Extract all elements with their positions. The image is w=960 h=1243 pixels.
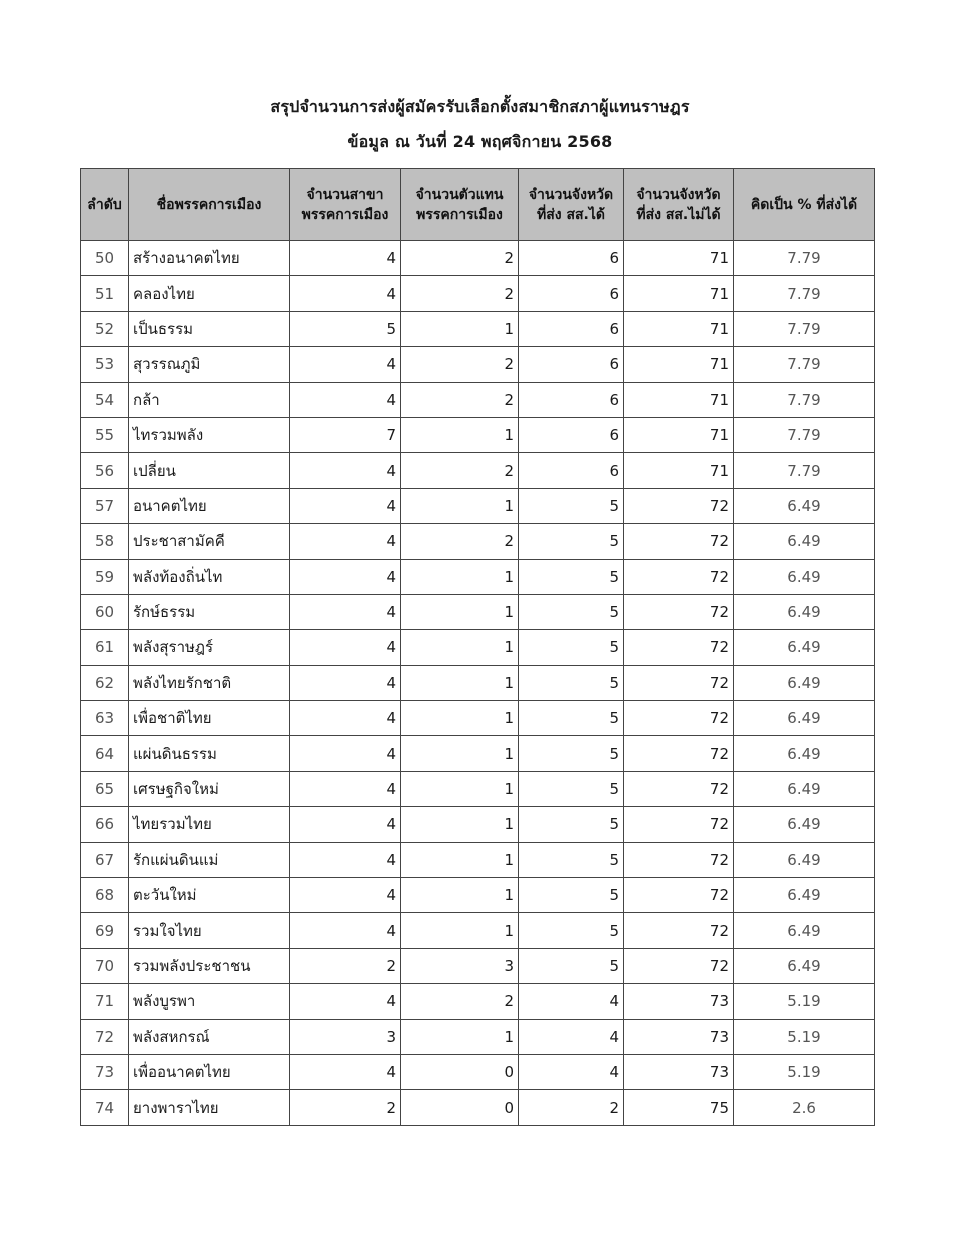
table-row [81, 665, 875, 700]
table-row [81, 453, 875, 488]
table-row [81, 913, 875, 948]
cell-percent-sent: 6.49 [734, 665, 875, 700]
cell-representatives: 0 [401, 1054, 519, 1089]
cell-percent-sent: 7.79 [734, 453, 875, 488]
cell-provinces-sent: 5 [519, 594, 624, 629]
cell-seq: 65 [81, 771, 129, 806]
cell-percent-sent: 6.49 [734, 488, 875, 523]
cell-party-name: ยางพาราไทย [129, 1090, 290, 1125]
cell-provinces-not-sent: 75 [624, 1090, 734, 1125]
cell-representatives: 1 [401, 417, 519, 452]
cell-provinces-not-sent: 73 [624, 1054, 734, 1089]
cell-branches: 4 [290, 488, 401, 523]
cell-percent-sent: 6.49 [734, 701, 875, 736]
table-row [81, 488, 875, 523]
cell-provinces-not-sent: 72 [624, 594, 734, 629]
cell-percent-sent: 7.79 [734, 241, 875, 276]
cell-branches: 4 [290, 524, 401, 559]
cell-seq: 52 [81, 311, 129, 346]
cell-branches: 4 [290, 736, 401, 771]
cell-representatives: 1 [401, 771, 519, 806]
cell-branches: 4 [290, 878, 401, 913]
table-row [81, 311, 875, 346]
cell-percent-sent: 7.79 [734, 347, 875, 382]
cell-representatives: 2 [401, 453, 519, 488]
cell-branches: 4 [290, 630, 401, 665]
cell-party-name: ตะวันใหม่ [129, 878, 290, 913]
cell-party-name: รักษ์ธรรม [129, 594, 290, 629]
document-title: สรุปจำนวนการส่งผู้สมัครรับเลือกตั้งสมาชิกสภาผู้แทนราษฎร [270, 97, 690, 116]
cell-provinces-sent: 5 [519, 807, 624, 842]
cell-seq: 56 [81, 453, 129, 488]
table-row [81, 1019, 875, 1054]
cell-branches: 4 [290, 701, 401, 736]
cell-provinces-sent: 2 [519, 1090, 624, 1125]
cell-representatives: 1 [401, 488, 519, 523]
header-representatives: จำนวนตัวแทน พรรคการเมือง [401, 169, 519, 241]
cell-seq: 70 [81, 948, 129, 983]
cell-provinces-not-sent: 72 [624, 630, 734, 665]
cell-seq: 66 [81, 807, 129, 842]
cell-provinces-sent: 5 [519, 842, 624, 877]
cell-party-name: รวมใจไทย [129, 913, 290, 948]
table-row [81, 771, 875, 806]
cell-seq: 64 [81, 736, 129, 771]
cell-party-name: เศรษฐกิจใหม่ [129, 771, 290, 806]
table-row [81, 241, 875, 276]
cell-seq: 54 [81, 382, 129, 417]
table-row [81, 1054, 875, 1089]
cell-percent-sent: 5.19 [734, 1019, 875, 1054]
table-row [81, 701, 875, 736]
table-row [81, 559, 875, 594]
cell-branches: 2 [290, 948, 401, 983]
cell-provinces-sent: 6 [519, 382, 624, 417]
cell-percent-sent: 6.49 [734, 807, 875, 842]
cell-representatives: 2 [401, 984, 519, 1019]
cell-party-name: กล้า [129, 382, 290, 417]
cell-percent-sent: 6.49 [734, 594, 875, 629]
cell-seq: 50 [81, 241, 129, 276]
party-summary-table [80, 168, 875, 1126]
cell-provinces-not-sent: 72 [624, 807, 734, 842]
cell-percent-sent: 6.49 [734, 524, 875, 559]
cell-party-name: อนาคตไทย [129, 488, 290, 523]
cell-provinces-not-sent: 71 [624, 382, 734, 417]
cell-branches: 4 [290, 665, 401, 700]
cell-provinces-not-sent: 71 [624, 347, 734, 382]
table-row [81, 878, 875, 913]
cell-percent-sent: 6.49 [734, 878, 875, 913]
cell-representatives: 1 [401, 630, 519, 665]
cell-seq: 60 [81, 594, 129, 629]
header-branches: จำนวนสาขา พรรคการเมือง [290, 169, 401, 241]
cell-party-name: พลังบูรพา [129, 984, 290, 1019]
cell-provinces-sent: 5 [519, 559, 624, 594]
cell-party-name: ประชาสามัคคี [129, 524, 290, 559]
cell-provinces-not-sent: 72 [624, 488, 734, 523]
cell-branches: 4 [290, 913, 401, 948]
cell-percent-sent: 6.49 [734, 771, 875, 806]
cell-percent-sent: 6.49 [734, 559, 875, 594]
cell-percent-sent: 5.19 [734, 984, 875, 1019]
cell-provinces-not-sent: 72 [624, 524, 734, 559]
cell-provinces-sent: 6 [519, 417, 624, 452]
cell-representatives: 1 [401, 807, 519, 842]
cell-representatives: 1 [401, 913, 519, 948]
cell-representatives: 1 [401, 559, 519, 594]
cell-provinces-sent: 4 [519, 1054, 624, 1089]
cell-party-name: รวมพลังประชาชน [129, 948, 290, 983]
cell-provinces-not-sent: 72 [624, 842, 734, 877]
cell-seq: 63 [81, 701, 129, 736]
cell-seq: 73 [81, 1054, 129, 1089]
cell-representatives: 1 [401, 736, 519, 771]
cell-representatives: 1 [401, 878, 519, 913]
cell-branches: 7 [290, 417, 401, 452]
cell-provinces-sent: 6 [519, 453, 624, 488]
cell-representatives: 2 [401, 347, 519, 382]
table-row [81, 630, 875, 665]
cell-representatives: 0 [401, 1090, 519, 1125]
cell-branches: 4 [290, 453, 401, 488]
cell-representatives: 1 [401, 311, 519, 346]
cell-provinces-sent: 6 [519, 311, 624, 346]
cell-seq: 68 [81, 878, 129, 913]
cell-party-name: แผ่นดินธรรม [129, 736, 290, 771]
cell-seq: 55 [81, 417, 129, 452]
cell-party-name: พลังท้องถิ่นไท [129, 559, 290, 594]
table-row [81, 594, 875, 629]
table-body [81, 241, 875, 1126]
cell-seq: 51 [81, 276, 129, 311]
cell-representatives: 1 [401, 842, 519, 877]
cell-seq: 74 [81, 1090, 129, 1125]
cell-branches: 5 [290, 311, 401, 346]
cell-representatives: 2 [401, 276, 519, 311]
cell-seq: 58 [81, 524, 129, 559]
cell-seq: 67 [81, 842, 129, 877]
cell-provinces-not-sent: 71 [624, 241, 734, 276]
table-header-row [81, 169, 875, 241]
cell-representatives: 2 [401, 382, 519, 417]
cell-party-name: เปลี่ยน [129, 453, 290, 488]
cell-seq: 69 [81, 913, 129, 948]
table-row [81, 524, 875, 559]
cell-branches: 4 [290, 1054, 401, 1089]
cell-provinces-not-sent: 73 [624, 1019, 734, 1054]
cell-percent-sent: 6.49 [734, 913, 875, 948]
cell-percent-sent: 7.79 [734, 382, 875, 417]
header-seq: ลำดับ [81, 169, 129, 241]
cell-provinces-not-sent: 72 [624, 559, 734, 594]
cell-representatives: 1 [401, 1019, 519, 1054]
cell-provinces-not-sent: 72 [624, 736, 734, 771]
cell-provinces-not-sent: 71 [624, 311, 734, 346]
cell-percent-sent: 2.6 [734, 1090, 875, 1125]
cell-seq: 62 [81, 665, 129, 700]
cell-party-name: รักแผ่นดินแม่ [129, 842, 290, 877]
cell-provinces-not-sent: 71 [624, 417, 734, 452]
cell-provinces-sent: 5 [519, 630, 624, 665]
cell-branches: 3 [290, 1019, 401, 1054]
cell-percent-sent: 7.79 [734, 276, 875, 311]
cell-provinces-sent: 5 [519, 665, 624, 700]
cell-provinces-not-sent: 71 [624, 276, 734, 311]
cell-representatives: 1 [401, 665, 519, 700]
cell-provinces-not-sent: 72 [624, 913, 734, 948]
table-row [81, 736, 875, 771]
cell-party-name: พลังสุราษฎร์ [129, 630, 290, 665]
cell-provinces-sent: 5 [519, 771, 624, 806]
cell-percent-sent: 6.49 [734, 736, 875, 771]
cell-party-name: พลังสหกรณ์ [129, 1019, 290, 1054]
cell-branches: 4 [290, 559, 401, 594]
cell-provinces-sent: 4 [519, 984, 624, 1019]
cell-provinces-sent: 5 [519, 701, 624, 736]
cell-branches: 4 [290, 842, 401, 877]
cell-party-name: เป็นธรรม [129, 311, 290, 346]
cell-representatives: 2 [401, 241, 519, 276]
cell-seq: 57 [81, 488, 129, 523]
cell-representatives: 1 [401, 594, 519, 629]
cell-branches: 4 [290, 382, 401, 417]
cell-branches: 4 [290, 807, 401, 842]
cell-provinces-sent: 6 [519, 276, 624, 311]
cell-provinces-not-sent: 71 [624, 453, 734, 488]
cell-party-name: สร้างอนาคตไทย [129, 241, 290, 276]
table-row [81, 382, 875, 417]
header-party-name: ชื่อพรรคการเมือง [129, 169, 290, 241]
cell-percent-sent: 5.19 [734, 1054, 875, 1089]
cell-provinces-sent: 5 [519, 878, 624, 913]
cell-branches: 4 [290, 594, 401, 629]
cell-party-name: เพื่ออนาคตไทย [129, 1054, 290, 1089]
table-row [81, 276, 875, 311]
cell-percent-sent: 6.49 [734, 948, 875, 983]
cell-provinces-not-sent: 72 [624, 771, 734, 806]
cell-party-name: ไทยรวมไทย [129, 807, 290, 842]
cell-branches: 2 [290, 1090, 401, 1125]
cell-provinces-sent: 5 [519, 736, 624, 771]
cell-party-name: ไทรวมพลัง [129, 417, 290, 452]
cell-provinces-not-sent: 72 [624, 878, 734, 913]
cell-provinces-not-sent: 72 [624, 701, 734, 736]
cell-party-name: เพื่อชาติไทย [129, 701, 290, 736]
table-row [81, 842, 875, 877]
cell-provinces-sent: 5 [519, 524, 624, 559]
cell-provinces-sent: 5 [519, 948, 624, 983]
header-provinces-sent: จำนวนจังหวัด ที่ส่ง สส.ได้ [519, 169, 624, 241]
table-row [81, 984, 875, 1019]
cell-party-name: พลังไทยรักชาติ [129, 665, 290, 700]
cell-seq: 71 [81, 984, 129, 1019]
cell-provinces-sent: 6 [519, 347, 624, 382]
cell-provinces-not-sent: 72 [624, 665, 734, 700]
table-row [81, 948, 875, 983]
cell-seq: 61 [81, 630, 129, 665]
cell-provinces-sent: 4 [519, 1019, 624, 1054]
cell-percent-sent: 7.79 [734, 417, 875, 452]
cell-provinces-sent: 6 [519, 241, 624, 276]
cell-provinces-sent: 5 [519, 488, 624, 523]
cell-representatives: 1 [401, 701, 519, 736]
cell-seq: 59 [81, 559, 129, 594]
cell-branches: 4 [290, 984, 401, 1019]
cell-representatives: 2 [401, 524, 519, 559]
document-subtitle: ข้อมูล ณ วันที่ 24 พฤศจิกายน 2568 [347, 132, 613, 151]
cell-provinces-sent: 5 [519, 913, 624, 948]
cell-percent-sent: 6.49 [734, 630, 875, 665]
cell-provinces-not-sent: 72 [624, 948, 734, 983]
cell-party-name: คลองไทย [129, 276, 290, 311]
cell-branches: 4 [290, 771, 401, 806]
cell-seq: 53 [81, 347, 129, 382]
table-row [81, 347, 875, 382]
header-percent-sent: คิดเป็น % ที่ส่งได้ [734, 169, 875, 241]
table-row [81, 417, 875, 452]
cell-seq: 72 [81, 1019, 129, 1054]
table-row [81, 807, 875, 842]
cell-representatives: 3 [401, 948, 519, 983]
header-provinces-not-sent: จำนวนจังหวัด ที่ส่ง สส.ไม่ได้ [624, 169, 734, 241]
cell-branches: 4 [290, 276, 401, 311]
cell-branches: 4 [290, 241, 401, 276]
cell-percent-sent: 7.79 [734, 311, 875, 346]
cell-party-name: สุวรรณภูมิ [129, 347, 290, 382]
cell-provinces-not-sent: 73 [624, 984, 734, 1019]
cell-percent-sent: 6.49 [734, 842, 875, 877]
table-row [81, 1090, 875, 1125]
cell-branches: 4 [290, 347, 401, 382]
